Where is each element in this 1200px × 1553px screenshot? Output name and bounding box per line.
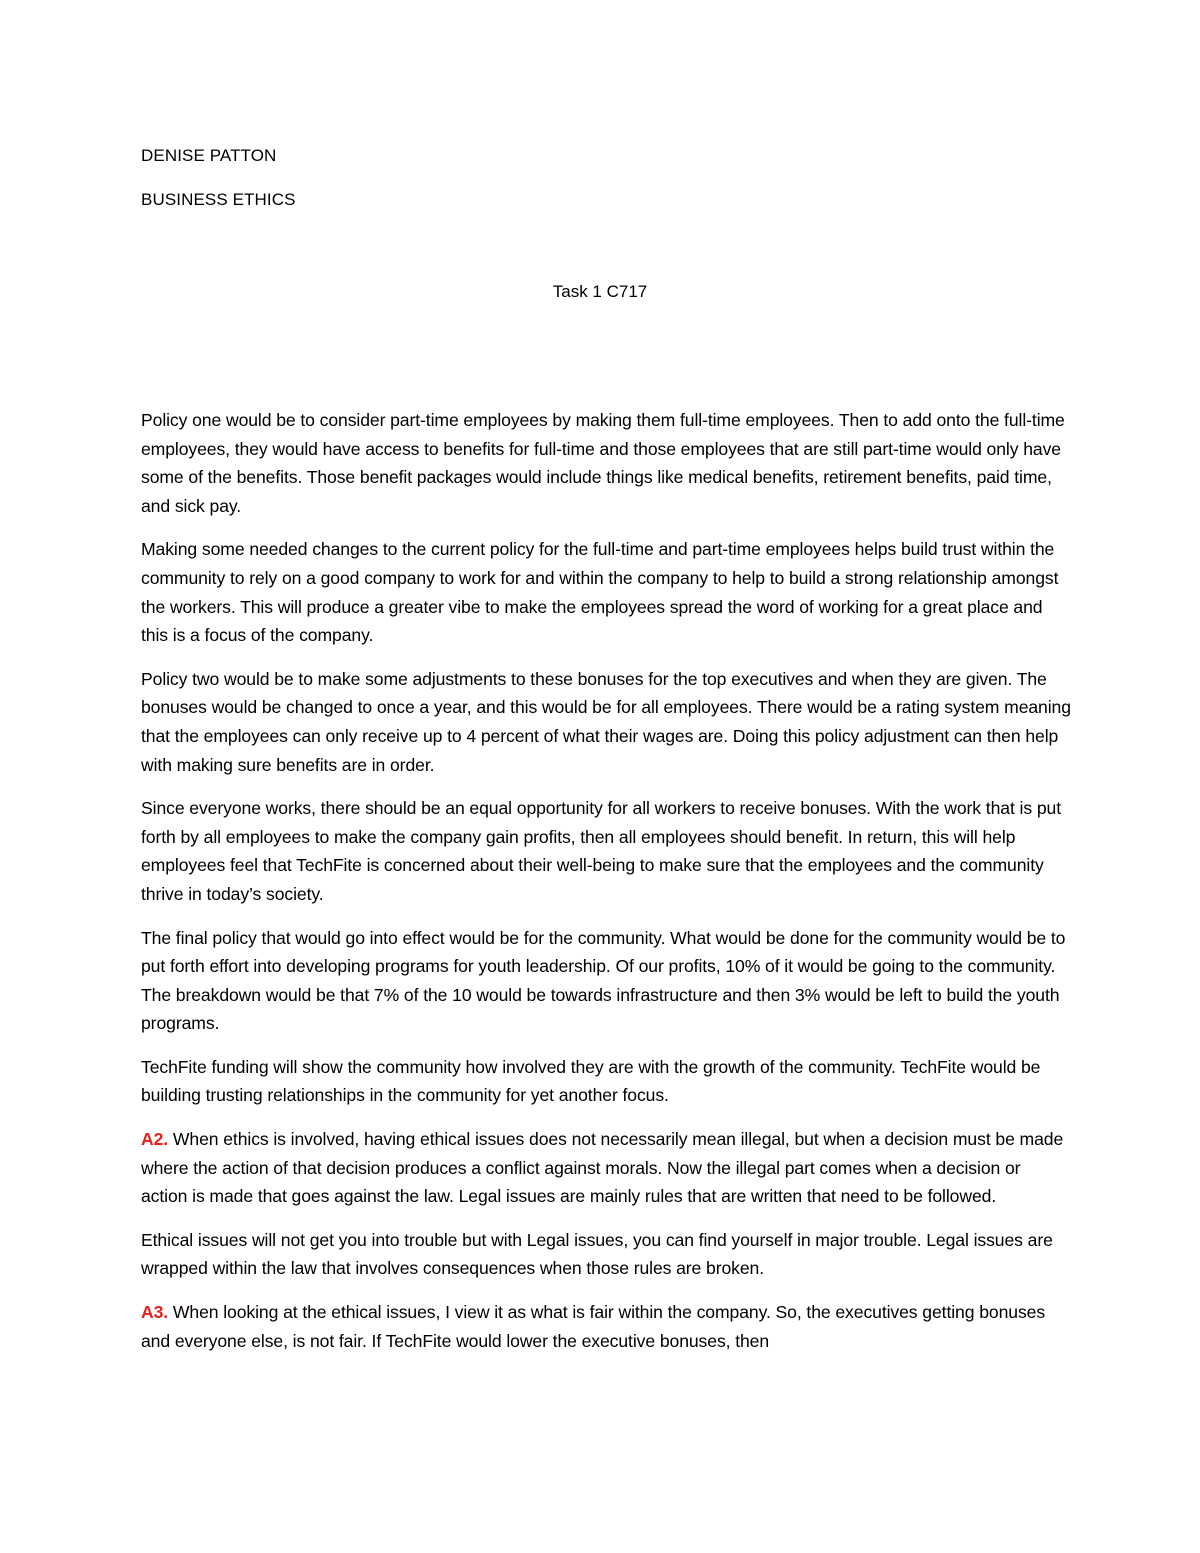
paragraph-text: Policy two would be to make some adjustments to these bonuses for the top executives and when they are given. The bonuses would be changed to once a year, and this would be for all employees. There would be a rating system meaning that the employees can only receive up to 4 percent of what their wages are. Doing this policy adjustment can then help with making sure benefits are in order. [141, 668, 1071, 775]
paragraph-text: Since everyone works, there should be an equal opportunity for all workers to receive bonuses. With the work that is put forth by all employees to make the company gain profits, then all employees should benefit. In return, this will help employees feel that TechFite is concerned about their well-being to make sure that the employees and the community thrive in today’s society. [141, 798, 1061, 904]
body-paragraph [141, 535, 1071, 649]
body-paragraph [141, 1053, 1071, 1110]
body-paragraph [141, 1226, 1071, 1283]
paragraph-text: Making some needed changes to the current policy for the full-time and part-time employees helps build trust within the community to rely on a good company to work for and within the company to help to build a strong relationship amongst the workers. This will produce a greater vibe to make the employees spread the word of working for a great place and this is a focus of the company. [141, 539, 1059, 646]
author-name: DENISE PATTON [141, 146, 277, 165]
document-title: Task 1 C717 [552, 282, 648, 301]
paragraph-text: Ethical issues will not get you into trouble but with Legal issues, you can find yourself in major trouble. Legal issues are wrapped within the law that involves consequences when those rules are broken. [141, 1229, 1053, 1279]
section-marker: A2. [141, 1129, 169, 1150]
body-paragraph [141, 1125, 1071, 1211]
section-marker: A3. [141, 1302, 169, 1323]
paragraph-text: When ethics is involved, having ethical issues does not necessarily mean illegal, but when a decision must be made where the action of that decision produces a conflict against morals. Now the illegal part comes when a decision or action is made that goes against the law. Legal issues are mainly rules that are written that need to be followed. [141, 1129, 1064, 1207]
body-paragraph [141, 1298, 1071, 1355]
body-paragraph [141, 924, 1071, 1038]
course-name: BUSINESS ETHICS [141, 190, 296, 209]
paragraph-text: Policy one would be to consider part-time employees by making them full-time employees. Then to add onto the full-time employees, they would have access to benefits for full-time and those employees that are still part-time would only have some of the benefits. Those benefit packages would include things like medical benefits, retirement benefits, paid time, and sick pay. [141, 410, 1065, 516]
document-body [141, 406, 1071, 1370]
paragraph-text: The final policy that would go into effect would be for the community. What would be done for the community would be to put forth effort into developing programs for youth leadership. Of our profits, 10% of it would be going to the community. The breakdown would be that 7% of the 10 would be towards infrastructure and then 3% would be left to build the youth programs. [141, 927, 1066, 1034]
paragraph-text: When looking at the ethical issues, I view it as what is fair within the company. So, the executives getting bonuses and everyone else, is not fair. If TechFite would lower the executive bonuses, then [141, 1302, 1046, 1351]
body-paragraph [141, 794, 1071, 908]
paragraph-text: TechFite funding will show the community how involved they are with the growth of the community. TechFite would be building trusting relationships in the community for yet another focus. [141, 1056, 1041, 1106]
body-paragraph [141, 406, 1071, 520]
body-paragraph [141, 665, 1071, 779]
